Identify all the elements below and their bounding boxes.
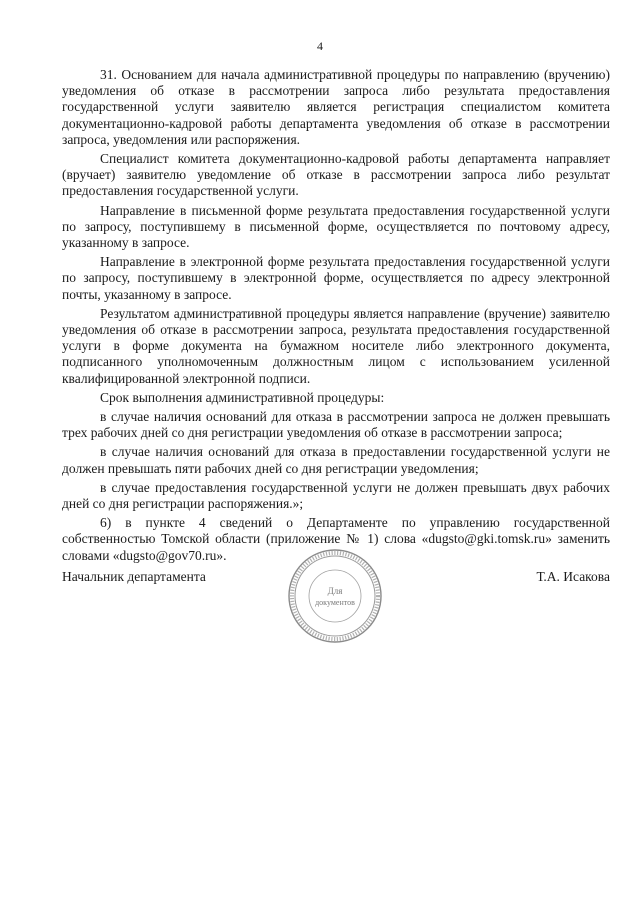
- paragraph-result: Результатом административной процедуры является направление (вручение) заявителю уведомления об отказе в рассмотрении запроса, результата предоставления государственной услуги в форме документа на бумажном носителе либо электронного документа, подписанного уполномоченным должностным лицом с использованием усиленной квалифицированной электронной подписи.: [62, 305, 610, 386]
- document-body: [62, 67, 610, 567]
- stamp-text-line1: Для: [327, 586, 343, 596]
- round-stamp: [287, 548, 383, 644]
- paragraph-paper-delivery: Направление в письменной форме результата предоставления государственной услуги по запросу, поступившему в письменной форме, осуществляется по почтовому адресу, указанному в запросе.: [62, 202, 610, 251]
- paragraph-deadline-heading: Срок выполнения административной процедуры:: [100, 389, 385, 405]
- paragraph-electronic-delivery: Направление в электронной форме результата предоставления государственной услуги по запросу, поступившему в электронной форме, осуществляется по адресу электронной почты, указанному в запросе.: [62, 254, 610, 302]
- stamp-seal-icon: [287, 548, 383, 644]
- paragraph-31: 31. Основанием для начала административной процедуры по направлению (вручению) уведомления об отказе в рассмотрении запроса либо результата предоставления государственной услуги заявителю является регистрация специалистом комитета документационно-кадровой работы департамента уведомления об отказе в рассмотрении запроса, уведомления или распоряжения.: [62, 67, 610, 147]
- page-number: 4: [317, 39, 323, 53]
- stamp-text-line2: документов: [315, 598, 355, 607]
- signer-title: Начальник департамента: [62, 569, 206, 584]
- signer-name: Т.А. Исакова: [536, 569, 610, 584]
- paragraph-item-6: 6) в пункте 4 сведений о Департаменте по управлению государственной собственностью Томской области (приложение № 1) слова «dugsto@gki.tomsk.ru» заменить словами «dugsto@gov70.ru».: [62, 515, 610, 563]
- paragraph-specialist: Специалист комитета документационно-кадровой работы департамента направляет (вручает) заявителю уведомление об отказе в рассмотрении запроса либо результат предоставления государственной услуги.: [62, 151, 610, 199]
- paragraph-deadline-refusal-service: в случае наличия оснований для отказа в предоставлении государственной услуги не должен превышать пяти рабочих дней со дня регистрации уведомления;: [62, 444, 610, 476]
- paragraph-deadline-refusal-request: в случае наличия оснований для отказа в рассмотрении запроса не должен превышать трех рабочих дней со дня регистрации уведомления об отказе в рассмотрении запроса;: [62, 409, 610, 441]
- paragraph-deadline-service: в случае предоставления государственной услуги не должен превышать двух рабочих дней со дня регистрации распоряжения.»;: [62, 479, 610, 512]
